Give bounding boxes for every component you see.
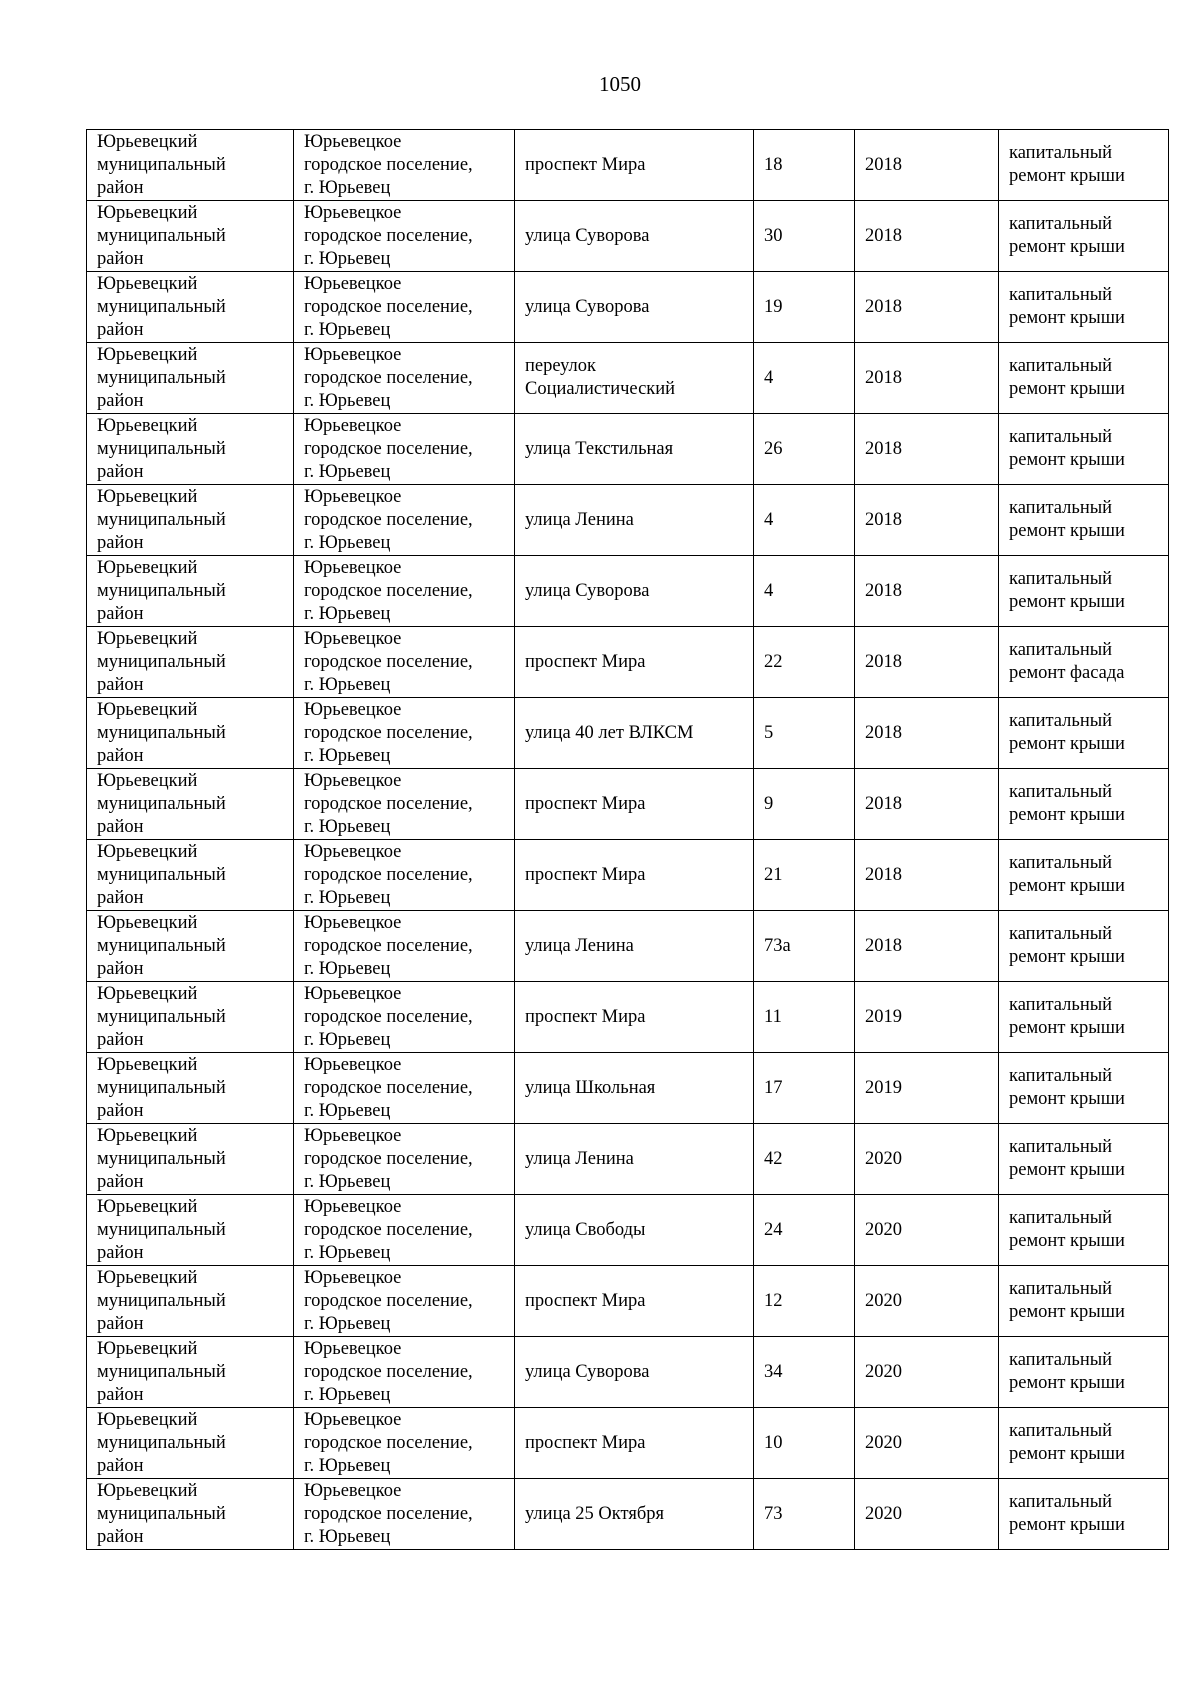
house-number-cell-text: 4 bbox=[764, 580, 774, 601]
street-cell-text: улица Школьная bbox=[525, 1077, 656, 1098]
district-cell-text: Юрьевецкий муниципальный район bbox=[97, 1054, 226, 1121]
work-type-cell bbox=[999, 982, 1169, 1053]
settlement-cell-text: Юрьевецкое городское поселение, г. Юрьевец bbox=[304, 841, 473, 908]
work-type-cell bbox=[999, 485, 1169, 556]
year-cell-text: 2020 bbox=[865, 1503, 902, 1524]
street-cell bbox=[515, 1408, 754, 1479]
year-cell-text: 2018 bbox=[865, 154, 902, 175]
house-number-cell-text: 4 bbox=[764, 367, 774, 388]
settlement-cell bbox=[294, 343, 515, 414]
table-row bbox=[87, 414, 1169, 485]
street-cell-text: улица Ленина bbox=[525, 1148, 634, 1169]
house-number-cell-text: 22 bbox=[764, 651, 783, 672]
settlement-cell-text: Юрьевецкое городское поселение, г. Юрьевец bbox=[304, 1409, 473, 1476]
district-cell-text: Юрьевецкий муниципальный район bbox=[97, 1196, 226, 1263]
district-cell bbox=[87, 1195, 294, 1266]
settlement-cell-text: Юрьевецкое городское поселение, г. Юрьевец bbox=[304, 770, 473, 837]
work-type-cell bbox=[999, 1337, 1169, 1408]
district-cell bbox=[87, 911, 294, 982]
street-cell-text: улица 25 Октября bbox=[525, 1503, 665, 1524]
year-cell-text: 2018 bbox=[865, 438, 902, 459]
street-cell-text: проспект Мира bbox=[525, 1006, 646, 1027]
year-cell-text: 2018 bbox=[865, 509, 902, 530]
settlement-cell-text: Юрьевецкое городское поселение, г. Юрьевец bbox=[304, 202, 473, 269]
settlement-cell bbox=[294, 1195, 515, 1266]
page-number: 1050 bbox=[599, 72, 641, 96]
table-row bbox=[87, 840, 1169, 911]
settlement-cell bbox=[294, 840, 515, 911]
house-number-cell-text: 21 bbox=[764, 864, 783, 885]
street-cell-text: переулок Социалистический bbox=[525, 356, 676, 399]
house-number-cell-text: 73а bbox=[764, 935, 791, 956]
house-number-cell bbox=[754, 414, 855, 485]
district-cell-text: Юрьевецкий муниципальный район bbox=[97, 1480, 226, 1547]
work-type-cell-text: капитальный ремонт крыши bbox=[1009, 1492, 1125, 1535]
year-cell bbox=[855, 982, 999, 1053]
settlement-cell bbox=[294, 414, 515, 485]
table-row bbox=[87, 272, 1169, 343]
work-type-cell bbox=[999, 1266, 1169, 1337]
street-cell-text: улица Суворова bbox=[525, 225, 650, 246]
work-type-cell-text: капитальный ремонт крыши bbox=[1009, 1066, 1125, 1109]
repair-schedule-table bbox=[86, 129, 1169, 1550]
year-cell bbox=[855, 840, 999, 911]
table-row bbox=[87, 698, 1169, 769]
house-number-cell bbox=[754, 201, 855, 272]
district-cell-text: Юрьевецкий муниципальный район bbox=[97, 415, 226, 482]
district-cell bbox=[87, 343, 294, 414]
house-number-cell bbox=[754, 698, 855, 769]
district-cell bbox=[87, 1479, 294, 1550]
settlement-cell bbox=[294, 1408, 515, 1479]
district-cell bbox=[87, 414, 294, 485]
year-cell-text: 2018 bbox=[865, 935, 902, 956]
table-row bbox=[87, 1337, 1169, 1408]
house-number-cell-text: 30 bbox=[764, 225, 783, 246]
house-number-cell-text: 42 bbox=[764, 1148, 783, 1169]
street-cell bbox=[515, 840, 754, 911]
table-row bbox=[87, 1195, 1169, 1266]
district-cell bbox=[87, 1266, 294, 1337]
house-number-cell bbox=[754, 1479, 855, 1550]
district-cell-text: Юрьевецкий муниципальный район bbox=[97, 1125, 226, 1192]
street-cell bbox=[515, 1195, 754, 1266]
district-cell-text: Юрьевецкий муниципальный район bbox=[97, 983, 226, 1050]
table-row bbox=[87, 627, 1169, 698]
district-cell bbox=[87, 769, 294, 840]
street-cell-text: улица Суворова bbox=[525, 580, 650, 601]
district-cell bbox=[87, 130, 294, 201]
house-number-cell bbox=[754, 272, 855, 343]
work-type-cell-text: капитальный ремонт крыши bbox=[1009, 924, 1125, 967]
district-cell bbox=[87, 1337, 294, 1408]
district-cell-text: Юрьевецкий муниципальный район bbox=[97, 557, 226, 624]
table-row bbox=[87, 1479, 1169, 1550]
settlement-cell bbox=[294, 1053, 515, 1124]
table-row bbox=[87, 1053, 1169, 1124]
table-row bbox=[87, 911, 1169, 982]
district-cell bbox=[87, 201, 294, 272]
year-cell-text: 2019 bbox=[865, 1006, 902, 1027]
settlement-cell-text: Юрьевецкое городское поселение, г. Юрьевец bbox=[304, 486, 473, 553]
work-type-cell-text: капитальный ремонт крыши bbox=[1009, 782, 1125, 825]
district-cell-text: Юрьевецкий муниципальный район bbox=[97, 1409, 226, 1476]
street-cell bbox=[515, 1053, 754, 1124]
settlement-cell-text: Юрьевецкое городское поселение, г. Юрьевец bbox=[304, 415, 473, 482]
street-cell bbox=[515, 556, 754, 627]
house-number-cell-text: 12 bbox=[764, 1290, 783, 1311]
work-type-cell bbox=[999, 343, 1169, 414]
work-type-cell bbox=[999, 130, 1169, 201]
house-number-cell bbox=[754, 556, 855, 627]
house-number-cell-text: 26 bbox=[764, 438, 783, 459]
house-number-cell-text: 11 bbox=[764, 1006, 782, 1027]
district-cell bbox=[87, 840, 294, 911]
work-type-cell bbox=[999, 769, 1169, 840]
settlement-cell bbox=[294, 627, 515, 698]
house-number-cell bbox=[754, 1053, 855, 1124]
work-type-cell-text: капитальный ремонт крыши bbox=[1009, 711, 1125, 754]
work-type-cell-text: капитальный ремонт крыши bbox=[1009, 1350, 1125, 1393]
year-cell bbox=[855, 1408, 999, 1479]
house-number-cell-text: 73 bbox=[764, 1503, 783, 1524]
district-cell bbox=[87, 627, 294, 698]
work-type-cell bbox=[999, 627, 1169, 698]
house-number-cell-text: 10 bbox=[764, 1432, 783, 1453]
settlement-cell-text: Юрьевецкое городское поселение, г. Юрьевец bbox=[304, 131, 473, 198]
year-cell-text: 2018 bbox=[865, 864, 902, 885]
house-number-cell-text: 18 bbox=[764, 154, 783, 175]
street-cell-text: проспект Мира bbox=[525, 651, 646, 672]
table-row bbox=[87, 769, 1169, 840]
street-cell bbox=[515, 769, 754, 840]
year-cell bbox=[855, 414, 999, 485]
table-row bbox=[87, 130, 1169, 201]
street-cell bbox=[515, 343, 754, 414]
table-row bbox=[87, 982, 1169, 1053]
year-cell-text: 2018 bbox=[865, 225, 902, 246]
work-type-cell bbox=[999, 1195, 1169, 1266]
settlement-cell-text: Юрьевецкое городское поселение, г. Юрьевец bbox=[304, 1125, 473, 1192]
settlement-cell-text: Юрьевецкое городское поселение, г. Юрьевец bbox=[304, 557, 473, 624]
street-cell-text: улица Ленина bbox=[525, 935, 634, 956]
house-number-cell bbox=[754, 769, 855, 840]
table-row bbox=[87, 343, 1169, 414]
table-row bbox=[87, 485, 1169, 556]
work-type-cell bbox=[999, 1053, 1169, 1124]
settlement-cell-text: Юрьевецкое городское поселение, г. Юрьевец bbox=[304, 1480, 473, 1547]
table-row bbox=[87, 1408, 1169, 1479]
year-cell bbox=[855, 1195, 999, 1266]
house-number-cell bbox=[754, 911, 855, 982]
year-cell bbox=[855, 698, 999, 769]
settlement-cell-text: Юрьевецкое городское поселение, г. Юрьевец bbox=[304, 628, 473, 695]
house-number-cell bbox=[754, 1337, 855, 1408]
year-cell bbox=[855, 769, 999, 840]
year-cell bbox=[855, 911, 999, 982]
work-type-cell bbox=[999, 414, 1169, 485]
year-cell-text: 2018 bbox=[865, 651, 902, 672]
house-number-cell-text: 17 bbox=[764, 1077, 783, 1098]
settlement-cell bbox=[294, 485, 515, 556]
house-number-cell bbox=[754, 627, 855, 698]
district-cell bbox=[87, 698, 294, 769]
street-cell bbox=[515, 698, 754, 769]
house-number-cell bbox=[754, 485, 855, 556]
street-cell-text: улица Суворова bbox=[525, 296, 650, 317]
year-cell bbox=[855, 1479, 999, 1550]
house-number-cell-text: 5 bbox=[764, 722, 774, 743]
work-type-cell bbox=[999, 272, 1169, 343]
work-type-cell bbox=[999, 1408, 1169, 1479]
year-cell bbox=[855, 627, 999, 698]
work-type-cell bbox=[999, 698, 1169, 769]
year-cell-text: 2020 bbox=[865, 1432, 902, 1453]
settlement-cell bbox=[294, 1479, 515, 1550]
house-number-cell-text: 24 bbox=[764, 1219, 783, 1240]
table-row bbox=[87, 201, 1169, 272]
district-cell bbox=[87, 272, 294, 343]
house-number-cell-text: 9 bbox=[764, 793, 774, 814]
district-cell-text: Юрьевецкий муниципальный район bbox=[97, 202, 226, 269]
house-number-cell bbox=[754, 982, 855, 1053]
settlement-cell-text: Юрьевецкое городское поселение, г. Юрьевец bbox=[304, 912, 473, 979]
settlement-cell bbox=[294, 769, 515, 840]
settlement-cell bbox=[294, 911, 515, 982]
street-cell bbox=[515, 1337, 754, 1408]
street-cell-text: улица Суворова bbox=[525, 1361, 650, 1382]
settlement-cell-text: Юрьевецкое городское поселение, г. Юрьевец bbox=[304, 1338, 473, 1405]
year-cell-text: 2020 bbox=[865, 1148, 902, 1169]
district-cell-text: Юрьевецкий муниципальный район bbox=[97, 1267, 226, 1334]
year-cell bbox=[855, 1266, 999, 1337]
settlement-cell-text: Юрьевецкое городское поселение, г. Юрьевец bbox=[304, 699, 473, 766]
work-type-cell bbox=[999, 1124, 1169, 1195]
district-cell-text: Юрьевецкий муниципальный район bbox=[97, 912, 226, 979]
street-cell-text: улица Текстильная bbox=[525, 438, 674, 459]
settlement-cell-text: Юрьевецкое городское поселение, г. Юрьевец bbox=[304, 983, 473, 1050]
street-cell bbox=[515, 1479, 754, 1550]
house-number-cell bbox=[754, 130, 855, 201]
year-cell-text: 2018 bbox=[865, 296, 902, 317]
work-type-cell-text: капитальный ремонт крыши bbox=[1009, 1137, 1125, 1180]
district-cell-text: Юрьевецкий муниципальный район bbox=[97, 486, 226, 553]
settlement-cell bbox=[294, 556, 515, 627]
street-cell bbox=[515, 201, 754, 272]
settlement-cell-text: Юрьевецкое городское поселение, г. Юрьевец bbox=[304, 1196, 473, 1263]
year-cell bbox=[855, 130, 999, 201]
district-cell bbox=[87, 1408, 294, 1479]
house-number-cell bbox=[754, 840, 855, 911]
year-cell bbox=[855, 1124, 999, 1195]
house-number-cell bbox=[754, 1266, 855, 1337]
street-cell-text: проспект Мира bbox=[525, 793, 646, 814]
district-cell-text: Юрьевецкий муниципальный район bbox=[97, 699, 226, 766]
house-number-cell bbox=[754, 343, 855, 414]
work-type-cell-text: капитальный ремонт крыши bbox=[1009, 285, 1125, 328]
street-cell bbox=[515, 272, 754, 343]
work-type-cell bbox=[999, 201, 1169, 272]
house-number-cell bbox=[754, 1124, 855, 1195]
district-cell-text: Юрьевецкий муниципальный район bbox=[97, 628, 226, 695]
table-body bbox=[87, 130, 1169, 1550]
work-type-cell bbox=[999, 1479, 1169, 1550]
district-cell-text: Юрьевецкий муниципальный район bbox=[97, 770, 226, 837]
work-type-cell-text: капитальный ремонт крыши bbox=[1009, 356, 1125, 399]
house-number-cell-text: 34 bbox=[764, 1361, 783, 1382]
work-type-cell-text: капитальный ремонт крыши bbox=[1009, 569, 1125, 612]
house-number-cell-text: 19 bbox=[764, 296, 783, 317]
district-cell bbox=[87, 982, 294, 1053]
house-number-cell bbox=[754, 1408, 855, 1479]
year-cell bbox=[855, 1053, 999, 1124]
settlement-cell bbox=[294, 130, 515, 201]
work-type-cell-text: капитальный ремонт крыши bbox=[1009, 1279, 1125, 1322]
settlement-cell bbox=[294, 272, 515, 343]
work-type-cell-text: капитальный ремонт крыши bbox=[1009, 143, 1125, 186]
street-cell bbox=[515, 911, 754, 982]
work-type-cell-text: капитальный ремонт крыши bbox=[1009, 214, 1125, 257]
district-cell-text: Юрьевецкий муниципальный район bbox=[97, 344, 226, 411]
street-cell bbox=[515, 627, 754, 698]
street-cell bbox=[515, 130, 754, 201]
work-type-cell-text: капитальный ремонт фасада bbox=[1009, 640, 1125, 683]
work-type-cell-text: капитальный ремонт крыши bbox=[1009, 853, 1125, 896]
settlement-cell bbox=[294, 1337, 515, 1408]
table-row bbox=[87, 1266, 1169, 1337]
district-cell bbox=[87, 1124, 294, 1195]
district-cell-text: Юрьевецкий муниципальный район bbox=[97, 841, 226, 908]
street-cell-text: проспект Мира bbox=[525, 1432, 646, 1453]
street-cell-text: улица Ленина bbox=[525, 509, 634, 530]
district-cell bbox=[87, 1053, 294, 1124]
work-type-cell-text: капитальный ремонт крыши bbox=[1009, 1421, 1125, 1464]
work-type-cell-text: капитальный ремонт крыши bbox=[1009, 427, 1125, 470]
year-cell bbox=[855, 272, 999, 343]
settlement-cell bbox=[294, 1266, 515, 1337]
table-row bbox=[87, 1124, 1169, 1195]
street-cell bbox=[515, 414, 754, 485]
year-cell-text: 2018 bbox=[865, 580, 902, 601]
work-type-cell-text: капитальный ремонт крыши bbox=[1009, 1208, 1125, 1251]
settlement-cell-text: Юрьевецкое городское поселение, г. Юрьевец bbox=[304, 344, 473, 411]
settlement-cell-text: Юрьевецкое городское поселение, г. Юрьевец bbox=[304, 273, 473, 340]
street-cell-text: улица 40 лет ВЛКСМ bbox=[525, 722, 694, 743]
street-cell-text: улица Свободы bbox=[525, 1219, 646, 1240]
year-cell bbox=[855, 343, 999, 414]
year-cell bbox=[855, 201, 999, 272]
street-cell bbox=[515, 1266, 754, 1337]
year-cell bbox=[855, 485, 999, 556]
year-cell-text: 2018 bbox=[865, 793, 902, 814]
year-cell-text: 2019 bbox=[865, 1077, 902, 1098]
year-cell-text: 2018 bbox=[865, 722, 902, 743]
settlement-cell bbox=[294, 1124, 515, 1195]
street-cell-text: проспект Мира bbox=[525, 864, 646, 885]
settlement-cell-text: Юрьевецкое городское поселение, г. Юрьевец bbox=[304, 1267, 473, 1334]
street-cell-text: проспект Мира bbox=[525, 1290, 646, 1311]
work-type-cell-text: капитальный ремонт крыши bbox=[1009, 498, 1125, 541]
settlement-cell bbox=[294, 201, 515, 272]
settlement-cell bbox=[294, 982, 515, 1053]
year-cell bbox=[855, 1337, 999, 1408]
work-type-cell bbox=[999, 840, 1169, 911]
district-cell bbox=[87, 556, 294, 627]
street-cell-text: проспект Мира bbox=[525, 154, 646, 175]
year-cell-text: 2020 bbox=[865, 1290, 902, 1311]
street-cell bbox=[515, 1124, 754, 1195]
house-number-cell bbox=[754, 1195, 855, 1266]
work-type-cell-text: капитальный ремонт крыши bbox=[1009, 995, 1125, 1038]
settlement-cell bbox=[294, 698, 515, 769]
district-cell bbox=[87, 485, 294, 556]
work-type-cell bbox=[999, 911, 1169, 982]
street-cell bbox=[515, 485, 754, 556]
year-cell-text: 2018 bbox=[865, 367, 902, 388]
settlement-cell-text: Юрьевецкое городское поселение, г. Юрьевец bbox=[304, 1054, 473, 1121]
district-cell-text: Юрьевецкий муниципальный район bbox=[97, 131, 226, 198]
house-number-cell-text: 4 bbox=[764, 509, 774, 530]
year-cell bbox=[855, 556, 999, 627]
year-cell-text: 2020 bbox=[865, 1361, 902, 1382]
year-cell-text: 2020 bbox=[865, 1219, 902, 1240]
street-cell bbox=[515, 982, 754, 1053]
table-row bbox=[87, 556, 1169, 627]
district-cell-text: Юрьевецкий муниципальный район bbox=[97, 1338, 226, 1405]
district-cell-text: Юрьевецкий муниципальный район bbox=[97, 273, 226, 340]
work-type-cell bbox=[999, 556, 1169, 627]
